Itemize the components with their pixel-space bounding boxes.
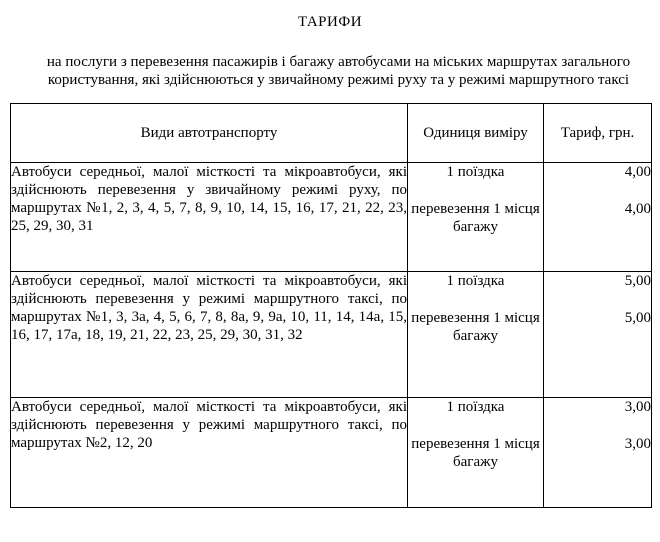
document-subtitle: на послуги з перевезення пасажирів і багажу автобусами на міських маршрутах загального користування, які здійснюються у звичайному режимі руху та у режимі маршрутного таксі (46, 54, 631, 88)
table-header-row (11, 104, 652, 163)
vehicle-type-cell (11, 272, 408, 398)
vehicle-type-cell (11, 163, 408, 272)
table-row (11, 398, 652, 508)
unit-cell (408, 398, 544, 508)
tariff-trip: 5,00 (624, 273, 651, 289)
header-tariff: Тариф, грн. (544, 104, 652, 163)
tariff-baggage: 3,00 (624, 436, 651, 452)
route-description: Автобуси середньої, малої місткості та мікроавтобуси, які здійснюють перевезення у режимі маршрутного таксі, по маршрутах №1, 3, 3а, 4, 5, 6, 7, 8, 8а, 9, 9а, 10, 11, 14, 14а, 15, 16, 17, 17а, 18, 19, 21, 22, 23, 25, 29, 30, 31, 32 (11, 273, 407, 343)
tariff-cell (544, 163, 652, 272)
unit-cell (408, 272, 544, 398)
unit-trip: 1 поїздка (446, 399, 505, 415)
unit-baggage: перевезення 1 місця багажу (411, 310, 540, 344)
tariff-cell (544, 272, 652, 398)
header-vehicle-type: Види автотранспорту (11, 104, 408, 163)
vehicle-type-cell (11, 398, 408, 508)
document-title: ТАРИФИ (297, 14, 363, 30)
table-row (11, 272, 652, 398)
tariff-cell (544, 398, 652, 508)
header-unit: Одиниця виміру (408, 104, 544, 163)
tariff-trip: 3,00 (624, 399, 651, 415)
unit-baggage: перевезення 1 місця багажу (411, 201, 540, 235)
tariff-baggage: 4,00 (624, 201, 651, 217)
unit-trip: 1 поїздка (446, 164, 505, 180)
route-description: Автобуси середньої, малої місткості та мікроавтобуси, які здійснюють перевезення у звичайному режимі руху, по маршрутах №1, 2, 3, 4, 5, 7, 8, 9, 10, 14, 15, 16, 17, 21, 22, 23, 25, 29, 30, 31 (11, 164, 407, 234)
tariff-table (10, 103, 652, 508)
table-row (11, 163, 652, 272)
tariff-baggage: 5,00 (624, 310, 651, 326)
unit-baggage: перевезення 1 місця багажу (411, 436, 540, 470)
tariff-trip: 4,00 (624, 164, 651, 180)
route-description: Автобуси середньої, малої місткості та мікроавтобуси, які здійснюють перевезення у режимі маршрутного таксі, по маршрутах №2, 12, 20 (11, 399, 407, 451)
unit-cell (408, 163, 544, 272)
unit-trip: 1 поїздка (446, 273, 505, 289)
